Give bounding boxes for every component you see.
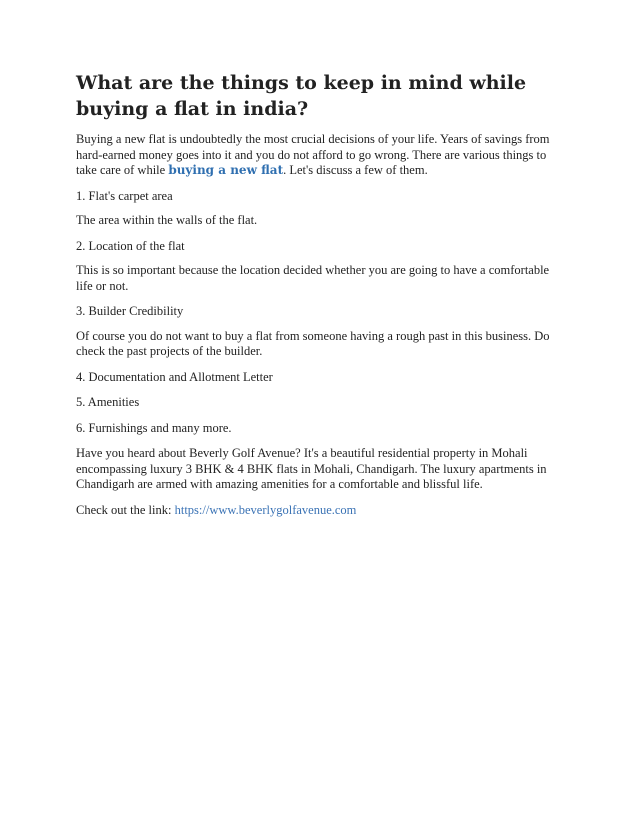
item-2-body: This is so important because the location decided whether you are going to have a comfortable life or not. [76,263,550,293]
item-5-heading: 5. Amenities [76,395,140,409]
closing-paragraph: Have you heard about Beverly Golf Avenue? It's a beautiful residential property in Mohali encompassing luxury 3 BHK & 4 BHK flats in Mohali, Chandigarh. The luxury apartments in Chandigarh are armed with amazing amenities for a comfortable and blissful life. [76,446,547,491]
item-1-heading: 1. Flat's carpet area [76,188,173,203]
cta-line [76,503,562,519]
item-3-heading: 3. Builder Credibility [76,304,184,318]
page-title: What are the things to keep in mind while buying a flat in india? [76,72,527,120]
intro-paragraph [76,132,562,179]
cta-label: Check out the link: [76,502,175,517]
website-link[interactable]: https://www.beverlygolfavenue.com [174,502,357,517]
item-2-heading: 2. Location of the flat [76,238,185,253]
item-4-heading: 4. Documentation and Allotment Letter [76,369,273,384]
intro-text-after: . Let's discuss a few of them. [283,163,428,177]
item-6-heading: 6. Furnishings and many more. [76,420,232,435]
intro-text-before: Buying a new flat is undoubtedly the most crucial decisions of your life. Years of savings from hard-earned money goes into it and you do not afford to go wrong. There are various things to take care of while [76,132,550,177]
item-1-body: The area within the walls of the flat. [76,213,258,227]
buying-a-new-flat-link[interactable]: buying a new flat [168,163,284,177]
item-3-body: Of course you do not want to buy a flat from someone having a rough past in this business. Do check the past projects of the builder. [76,328,550,358]
